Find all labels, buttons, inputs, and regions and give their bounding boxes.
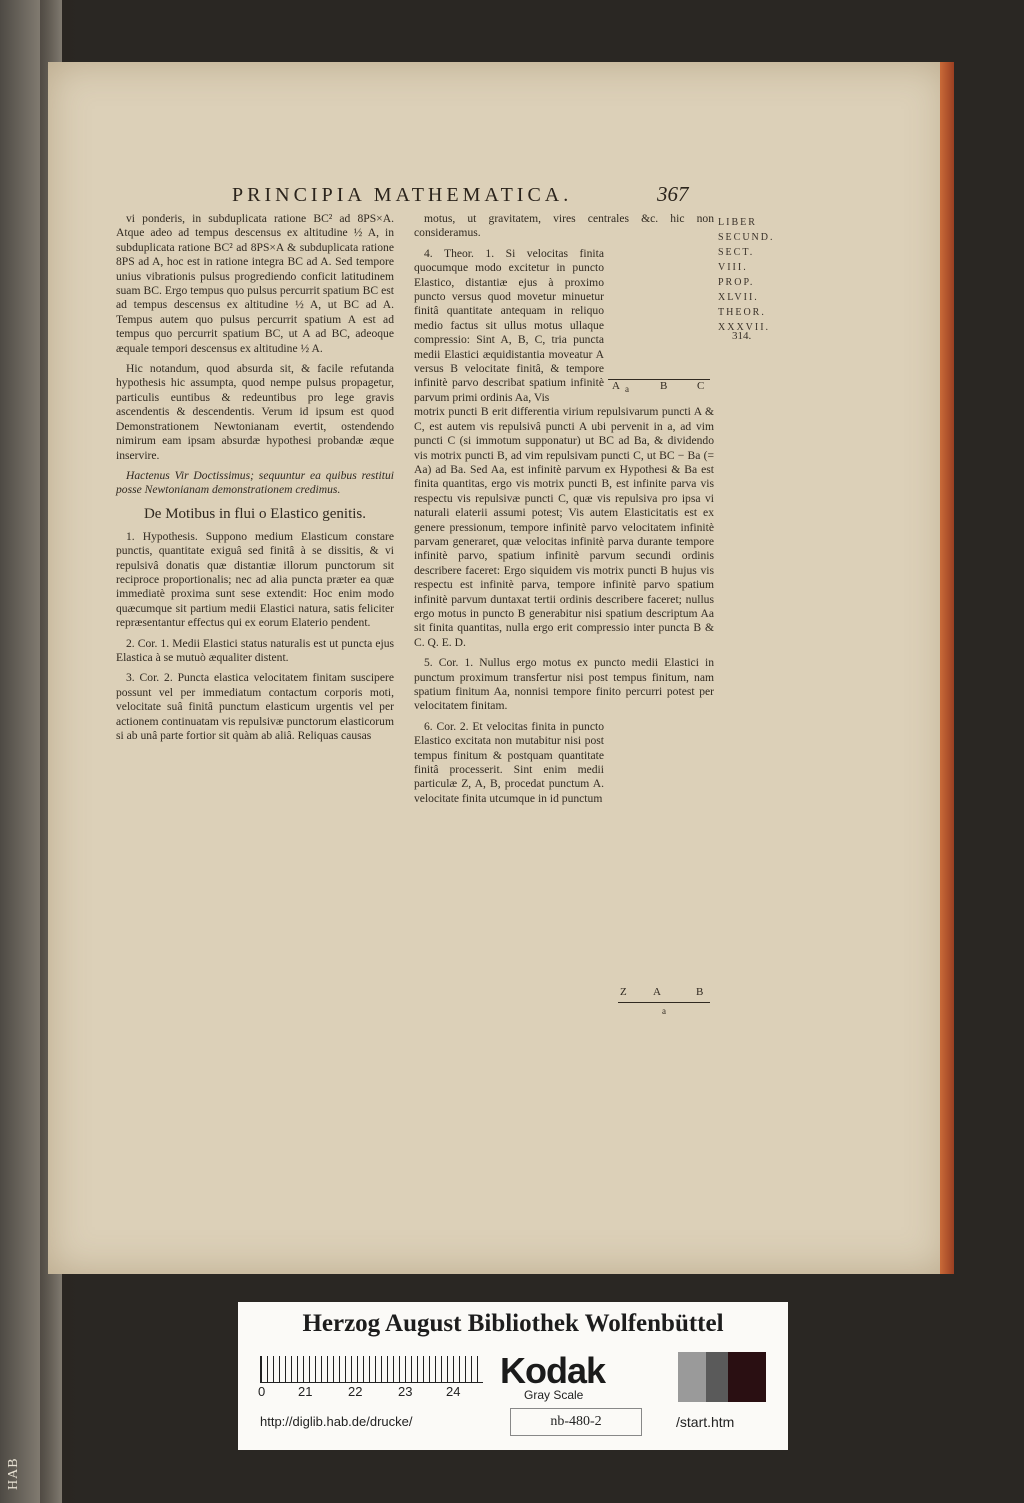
ruler-number: 21 xyxy=(298,1384,313,1399)
measurement-ruler xyxy=(260,1356,483,1383)
figure-1-line xyxy=(608,379,710,380)
figure-2-line xyxy=(618,1002,710,1003)
document-id: nb-480-2 xyxy=(510,1408,642,1436)
section-title: De Motibus in flui o Elastico genitis. xyxy=(143,505,367,522)
gray-patch-mid xyxy=(706,1352,728,1402)
figure-2-label-a-lower: a xyxy=(662,1006,666,1016)
figure-1-label-b: B xyxy=(660,380,668,392)
figure-1-label-a-sub: a xyxy=(625,384,629,394)
figure-1-label-c: C xyxy=(697,380,705,392)
ruler-number: 24 xyxy=(446,1384,461,1399)
marginal-note-line: XXXVII. xyxy=(718,322,771,333)
library-title: Herzog August Bibliothek Wolfenbüttel xyxy=(302,1310,724,1337)
figure-1-label-a: A xyxy=(612,380,620,392)
ruler-number: 23 xyxy=(398,1384,413,1399)
marginal-note-line: THEOR. xyxy=(718,307,766,318)
spine-label: HAB xyxy=(6,1457,21,1490)
paragraph: motus, ut gravitatem, vires centrales &c. hic non consideramus. xyxy=(414,212,714,240)
paragraph: 3. Cor. 2. Puncta elastica velocitatem finitam suscipere possunt vel per immediatum contactum corporis moti, velocitate suâ finitâ punctum elasticum urgentis vel per actionem continuatam vis repulsivæ punctorum elasticorum si ab unâ parte fortior sit quàm ab aliâ. Reliquas causas xyxy=(116,671,394,742)
ruler-number: 0 xyxy=(258,1384,266,1399)
paragraph: 4. Theor. 1. Si velocitas finita quocumque modo excitetur in puncto Elastico, distantiæ ejus à proximo puncto versus quod movetur minuetur finitâ quantitate antequam in reliquo medio factus sit ullus motus ullaque compressio: Sint A, B, C, tria puncta medii Elastici æquidistantia moveatur A versus B velocitate finitâ, & tempore infinitè parvo describat spatium infinitè parvum primi ordinis Aa, Vis xyxy=(414,246,604,404)
paragraph: Hic notandum, quod absurda sit, & facile refutanda hypothesis hic assumpta, quod nempe pulsus propagetur, particulis euntibus & redeuntibus pro lege gravis ascendentis & descendentis. Verum id ipsum est quod Demonstrationem Newtonianam evertit, ostendendo nimirum eam ipsam absurdæ hypothesi probandæ æque inservire. xyxy=(116,362,394,462)
paragraph: 6. Cor. 2. Et velocitas finita in puncto Elastico excitata non mutabitur nisi post tempus finitum & postquam quantitate finitâ processerit. Sint enim medii particulæ Z, A, B, procedat punctum A. velocitate finita utcumque in id punctum xyxy=(414,719,604,805)
library-target-card xyxy=(238,1302,788,1450)
gray-patch-dark xyxy=(728,1352,766,1402)
marginal-note-line: SECUND. xyxy=(718,232,775,243)
marginal-note-line: LIBER xyxy=(718,217,757,228)
library-url: http://diglib.hab.de/drucke/ xyxy=(260,1414,413,1429)
figure-2-label-b: B xyxy=(696,986,704,998)
page-edge xyxy=(940,62,954,1274)
marginal-note-line: SECT. xyxy=(718,247,755,258)
figure-2-label-z: Z xyxy=(620,986,627,998)
paragraph: 2. Cor. 1. Medii Elastici status naturalis est ut puncta ejus Elastica à se mutuò æqualiter distent. xyxy=(116,636,394,664)
right-column xyxy=(414,212,714,812)
kodak-logo: Kodak xyxy=(500,1350,606,1391)
paragraph-italic: Hactenus Vir Doctissimus; sequuntur ea quibus restitui posse Newtonianam demonstrationem credimus. xyxy=(116,468,394,497)
marginal-note xyxy=(718,215,798,335)
marginal-reference-number: 314. xyxy=(732,330,752,342)
paragraph: motrix puncti B erit differentia virium repulsivarum puncti A & C, est autem vis repulsivâ puncti A ubi pervenit in a, ad vim puncti C (si immotum supponatur) ut BC ad Ba, & dividendo vis motrix puncti B, ad vim repulsivam puncti C, ut BC − Ba (= Aa) ad Ba. Sed Aa, est infinitè parvum ex Hypothesi & Ba est finita quantitas, ergo vis motrix puncti B, est infinite parva vis respectu vis repulsivæ puncti C, quæ vis repulsiva pro ipsa vi naturali elaterii assumi potest; Vis autem Elasticitatis est ex genere pressionum, tempore infinitè parvo velocitatem infinitè parvam generaret, quæ velocitas infinitè parva durante tempore infinitè parvo, spatium infinitè parvum secundi ordinis describere faceret: Ergo siquidem vis motrix puncti B hujus vis respectu est infinitè parva, tempore infinitè parvo spatium infinitè parvum duntaxat tertii ordinis describere faceret; nullus ergo motus in puncto B generabitur nisi spatium descriptum Aa sit finita quantitas, nulla ergo erit compressio inter puncta B & C. Q. E. D. xyxy=(414,405,714,649)
paragraph: 5. Cor. 1. Nullus ergo motus ex puncto medii Elastici in punctum proximum transfertur nisi post tempus finitum, nam spatium finitum Aa, nonnisi tempore finito percurri potest per velocitatem finitam. xyxy=(414,656,714,713)
marginal-note-line: XLVII. xyxy=(718,292,759,303)
gray-scale-label: Gray Scale xyxy=(524,1388,584,1402)
ruler-number: 22 xyxy=(348,1384,363,1399)
gray-patch-light xyxy=(678,1352,706,1402)
marginal-note-line: PROP. xyxy=(718,277,755,288)
paragraph: 1. Hypothesis. Suppono medium Elasticum constare punctis, quantitate exiguâ sed finitâ à se dissitis, & vi repulsivâ donatis quæ distantiæ illorum punctorum sit reciproce proportionalis; nec ad alia puncta præter ea quæ immediatè proxima sunt sese extendit: Hoc enim modo quæcumque sit partium medii Elastici natura, satis feliciter repræsentantur effectus qui ex eorum Elaterio pendent. xyxy=(116,529,394,630)
start-url: /start.htm xyxy=(676,1414,735,1430)
paragraph: vi ponderis, in subduplicata ratione BC² ad 8PS×A. Atque adeo ad tempus descensus ex altitudine ½ A, in subduplicata ratione BC² ad 8PS×A & subduplicata ratione 8PS ad A, hoc est in ratione integra BC ad A. Sed tempore unius vibrationis pulsus progrediendo conficit latitudinem suam BC. Ergo tempus quo pulsus percurrit spatium BC est ad tempus descensus ex altitudine ½ A, ut BC ad A. Tempus autem quo pulsus percurrit spatium A est ad tempus quo percurrit spatium BC, ut A ad BC, adeoque æquale tempori descensus ex altitudine ½ A. xyxy=(116,212,394,355)
running-head: PRINCIPIA MATHEMATICA. xyxy=(232,184,573,206)
left-column xyxy=(116,212,394,749)
figure-2-label-a: A xyxy=(653,986,661,998)
page-number: 367 xyxy=(657,182,689,206)
marginal-note-line: VIII. xyxy=(718,262,748,273)
